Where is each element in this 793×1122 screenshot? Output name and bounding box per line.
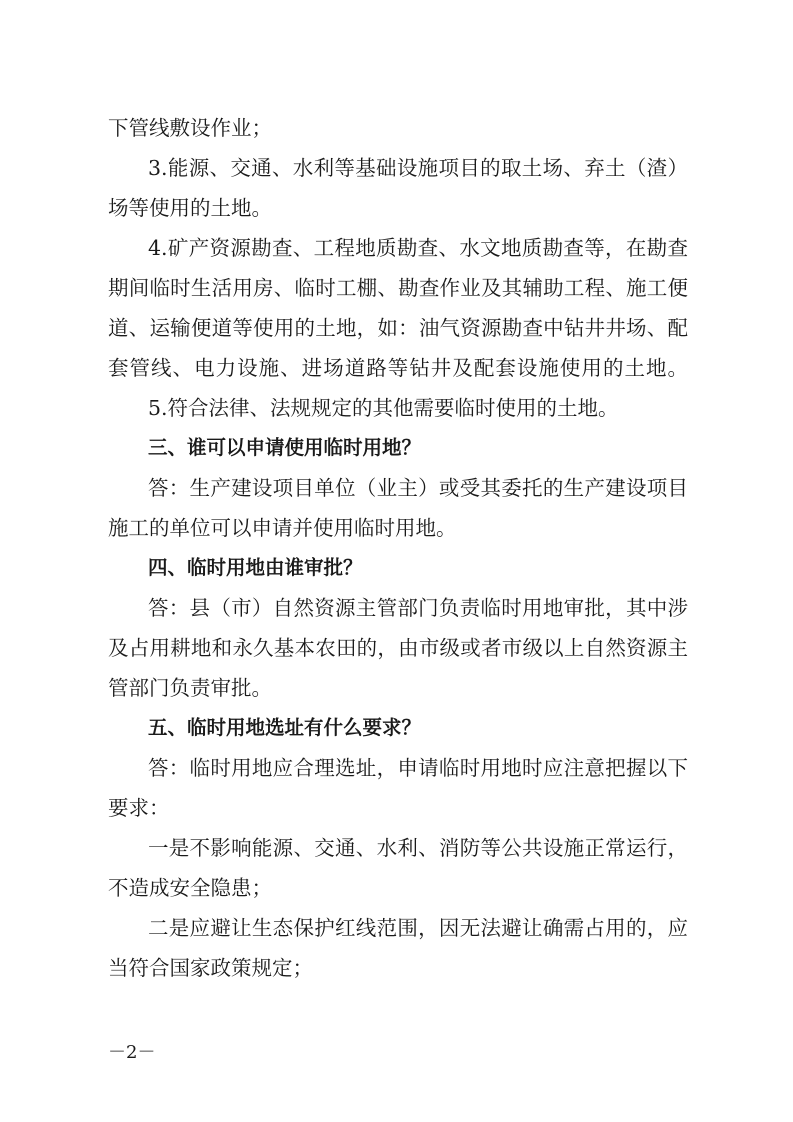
- list-item-4: 4.矿产资源勘查、工程地质勘查、水文地质勘查等，在勘查: [148, 236, 688, 260]
- body-text-line: 道、运输便道等使用的土地，如：油气资源勘查中钻井井场、配: [108, 316, 688, 340]
- body-text-line: 下管线敷设作业；: [108, 116, 272, 140]
- answer-paragraph-start: 答：生产建设项目单位（业主）或受其委托的生产建设项目: [148, 476, 688, 500]
- section-heading-4: 四、临时用地由谁审批？: [148, 556, 363, 579]
- list-item-3: 3.能源、交通、水利等基础设施项目的取土场、弃土（渣）: [148, 156, 688, 180]
- section-heading-5: 五、临时用地选址有什么要求？: [148, 716, 422, 739]
- list-item-5: 5.符合法律、法规规定的其他需要临时使用的土地。: [148, 396, 619, 420]
- answer-paragraph-start: 答：临时用地应合理选址，申请临时用地时应注意把握以下: [148, 756, 688, 780]
- body-text-line: 套管线、电力设施、进场道路等钻井及配套设施使用的土地。: [108, 356, 688, 380]
- answer-paragraph-start: 答：县（市）自然资源主管部门负责临时用地审批，其中涉: [148, 596, 688, 620]
- body-text-line: 当符合国家政策规定；: [108, 956, 313, 980]
- page-number: －2－: [108, 1042, 156, 1063]
- body-text-line: 管部门负责审批。: [108, 676, 272, 700]
- body-text-line: 不造成安全隐患；: [108, 876, 272, 900]
- body-text-line: 及占用耕地和永久基本农田的，由市级或者市级以上自然资源主: [108, 636, 688, 660]
- requirement-item-1: 一是不影响能源、交通、水利、消防等公共设施正常运行，: [148, 836, 688, 860]
- body-text-line: 要求：: [108, 796, 170, 820]
- body-text-line: 施工的单位可以申请并使用临时用地。: [108, 516, 457, 540]
- requirement-item-2: 二是应避让生态保护红线范围，因无法避让确需占用的，应: [148, 916, 688, 940]
- section-heading-3: 三、谁可以申请使用临时用地？: [148, 436, 422, 459]
- body-text-line: 场等使用的土地。: [108, 196, 272, 220]
- body-text-line: 期间临时生活用房、临时工棚、勘查作业及其辅助工程、施工便: [108, 276, 688, 300]
